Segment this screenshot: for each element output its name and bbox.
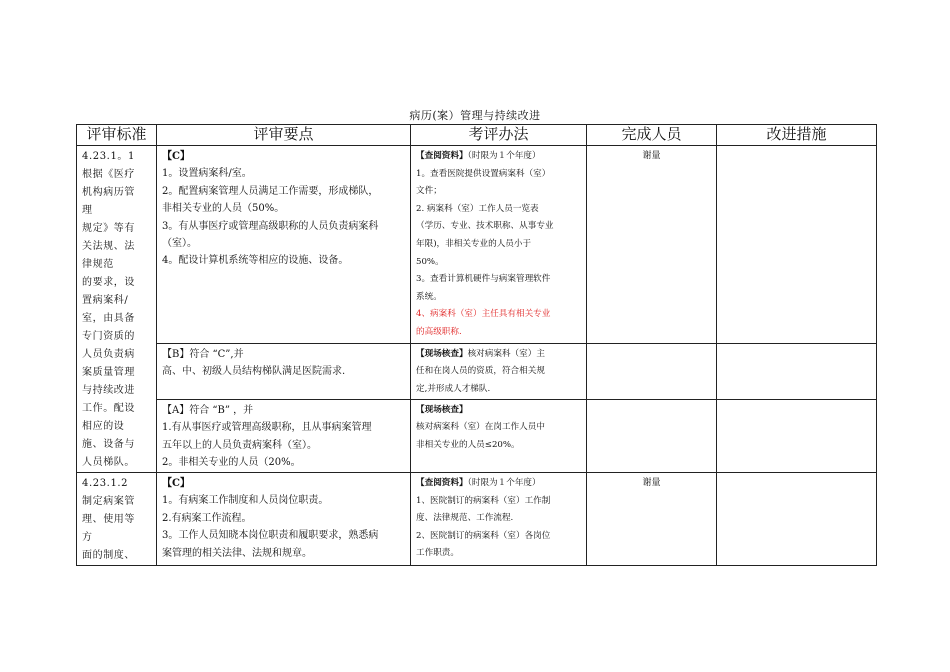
method-label: 【现场核查】 <box>416 404 468 415</box>
method-label: 【查阅资料】 <box>416 478 468 488</box>
method-heading <box>416 475 582 493</box>
standard-cell <box>77 473 157 566</box>
point-line: 2。非相关专业的人员（20%。 <box>162 457 301 469</box>
method-cell <box>411 146 587 344</box>
method-label: 【现场核查】 <box>416 348 468 359</box>
method-cell <box>411 399 587 472</box>
table-row <box>77 343 877 399</box>
standard-line: 理、使用等 <box>82 514 135 525</box>
method-cell <box>411 473 587 566</box>
method-line: 1。查看医院提供设置病案科（室） <box>416 168 551 179</box>
table-row <box>77 399 877 472</box>
method-line: 核对病案科（室）在岗工作人员中 <box>416 422 545 433</box>
measures-cell <box>717 146 877 344</box>
point-line: 【B】符合 “C”,并 <box>162 348 244 360</box>
measures-cell <box>717 343 877 399</box>
point-line: 2。配置病案管理人员满足工作需要，形成梯队， <box>162 185 379 197</box>
method-line: 1、医院制订的病案科（室）工作制 <box>416 495 551 506</box>
measures-cell <box>717 473 877 566</box>
staff-cell <box>587 146 717 344</box>
point-line: （室）。 <box>162 238 197 250</box>
measures-cell <box>717 399 877 472</box>
standard-line: 4.23.1.2 <box>82 478 129 489</box>
method-note: （时限为１个年度） <box>467 478 541 488</box>
standard-line: 律规范 <box>82 259 114 270</box>
method-line: 年限)，非相关专业的人员小于 <box>416 238 532 249</box>
header-measures: 改进措施 <box>717 125 877 146</box>
standard-line: 置病案科/ <box>82 295 129 306</box>
header-row <box>77 125 877 146</box>
method-note: （时限为１个年度） <box>467 151 541 161</box>
standard-line: 室，由具备 <box>82 313 135 324</box>
point-line: 2.有病案工作流程。 <box>162 512 252 524</box>
point-line: 1.有从事医疗或管理高级职称，且从事病案管理 <box>162 422 372 434</box>
point-line: 3。有从事医疗或管理高级职称的人员负责病案科 <box>162 220 379 232</box>
standard-line: 工作。配设 <box>82 403 135 414</box>
points-cell <box>157 473 411 566</box>
method-cell <box>411 343 587 399</box>
point-line: 非相关专业的人员（50%。 <box>162 203 285 215</box>
standard-line: 机构病历管 <box>82 187 135 198</box>
standard-line: 施、设备与 <box>82 439 135 450</box>
standard-line: 制定病案管 <box>82 496 135 507</box>
grade-label: 【C】 <box>162 478 190 489</box>
points-cell <box>157 399 411 472</box>
staff-cell <box>587 473 717 566</box>
method-line: 2. 病案科（室）工作人员一览表 <box>416 203 539 214</box>
header-standard: 评审标准 <box>77 125 157 146</box>
review-table <box>76 124 877 566</box>
standard-line: 专门资质的 <box>82 331 135 342</box>
standard-line: 理 <box>82 205 93 216</box>
table-row <box>77 146 877 344</box>
point-line: 1。设置病案科/室。 <box>162 168 252 180</box>
method-line: 任和在岗人员的资质，符合相关规 <box>416 366 545 377</box>
standard-line: 人员梯队。 <box>82 457 135 468</box>
method-line: 定,并形成人才梯队. <box>416 383 491 394</box>
method-line: 2、医院制订的病案科（室）各岗位 <box>416 530 551 541</box>
standard-line: 与持续改进 <box>82 385 135 396</box>
method-line: 3。查看计算机硬件与病案管理软件 <box>416 274 551 285</box>
standard-line: 案质量管理 <box>82 367 135 378</box>
method-line: 非相关专业的人员≤20%。 <box>416 440 520 451</box>
standard-line: 方 <box>82 532 93 543</box>
point-line: 4。配设计算机系统等相应的设施、设备。 <box>162 255 349 267</box>
standard-line: 人员负责病 <box>82 349 135 360</box>
standard-line: 4.23.1。1 <box>82 151 135 162</box>
method-heading <box>416 148 582 166</box>
method-heading <box>416 346 582 364</box>
standard-line: 的要求，设 <box>82 277 135 288</box>
method-line: 度、法律规范、工作流程. <box>416 513 514 524</box>
staff-cell <box>587 399 717 472</box>
point-line: 五年以上的人员负责病案科（室）。 <box>162 439 317 451</box>
header-staff: 完成人员 <box>587 125 717 146</box>
staff-name: 谢量 <box>642 478 661 488</box>
point-line: 3。工作人员知晓本岗位职责和履职要求，熟悉病 <box>162 530 379 542</box>
method-line-highlight: 的高级职称. <box>416 326 462 337</box>
method-line-highlight: 4、病案科（室）主任具有相关专业 <box>416 309 551 320</box>
point-line: 【A】符合 “B” ，并 <box>162 404 254 416</box>
standard-line: 根据《医疗 <box>82 169 135 180</box>
standard-line: 面的制度、 <box>82 550 135 561</box>
points-cell <box>157 146 411 344</box>
points-cell <box>157 343 411 399</box>
standard-line: 相应的设 <box>82 421 125 432</box>
document-title: 病历(案）管理与持续改进 <box>409 109 541 122</box>
method-line: （学历、专业、技术职称、从事专业 <box>416 221 554 232</box>
point-line: 案管理的相关法律、法规和规章。 <box>162 547 312 559</box>
method-label: 【查阅资料】 <box>416 151 468 161</box>
method-line: 系统。 <box>416 291 442 302</box>
header-method: 考评办法 <box>411 125 587 146</box>
method-line: 50%。 <box>416 256 444 267</box>
point-line: 1。有病案工作制度和人员岗位职责。 <box>162 495 329 507</box>
standard-line: 规定》等有 <box>82 223 135 234</box>
method-line: 工作职责。 <box>416 548 459 559</box>
point-line: 高、中、初级人员结构梯队满足医院需求. <box>162 366 346 378</box>
header-points: 评审要点 <box>157 125 411 146</box>
grade-label: 【C】 <box>162 151 190 162</box>
staff-cell <box>587 343 717 399</box>
standard-line: 关法规、法 <box>82 241 135 252</box>
method-note: 核对病案科（室）主 <box>467 348 545 359</box>
standard-cell <box>77 146 157 473</box>
staff-name: 谢量 <box>642 151 661 161</box>
table-row <box>77 473 877 566</box>
method-line: 文件； <box>416 186 442 197</box>
